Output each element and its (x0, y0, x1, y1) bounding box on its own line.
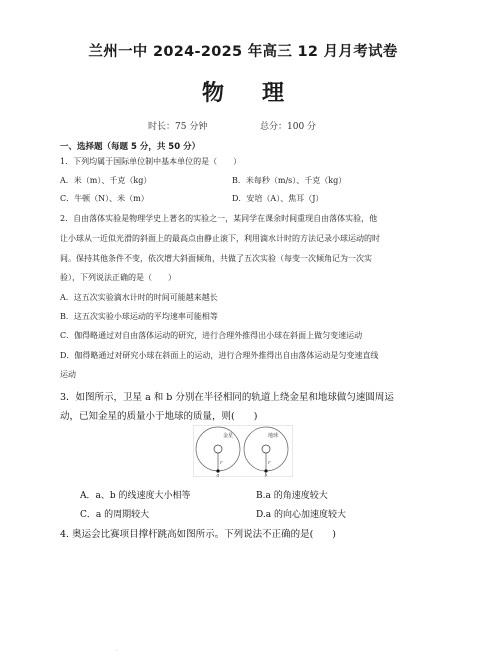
q1-stem: 1．下列均属于国际单位制中基本单位的是（ ） (60, 157, 242, 166)
q2-option-c: C．伽得略通过对自由落体运动的研究，进行合理外推得出小球在斜面上做匀变速运动 (60, 331, 363, 340)
exam-total-score: 总分：100 分 (260, 122, 317, 132)
satellite-b (264, 469, 267, 472)
exam-title: 兰州一中 2024-2025 年高三 12 月月考试卷 (88, 44, 398, 60)
q2-stem-line-3: 间。保持其他条件不变，依次增大斜面倾角，共做了五次实验（每变一次倾角记为一次实 (60, 254, 372, 263)
q3-option-d: D.a 的向心加速度较大 (256, 510, 346, 520)
q4-stem: 4. 奥运会比赛项目撑杆跳高如图所示。下列说法不正确的是( ) (60, 529, 336, 540)
satellite-b-label: b (264, 473, 268, 477)
q2-option-a: A．这五次实验滴水计时的时间可能越来越长 (60, 293, 218, 302)
q3-stem-line-2: 动，已知金星的质量小于地球的质量，则( ) (60, 411, 258, 422)
q1-option-c: C．牛顿（N）、米（m） (60, 194, 149, 203)
earth-r-label: r (268, 460, 271, 466)
satellite-a-label: a (216, 473, 220, 477)
venus-r-label: r (220, 460, 223, 466)
q1-option-d: D．安培（A）、焦耳（J） (232, 194, 324, 203)
venus-planet (214, 445, 222, 453)
venus-label: 金星 (223, 433, 234, 439)
q3-option-b: B.a 的角速度较大 (256, 491, 328, 501)
q2-option-d-line-2: 运动 (60, 370, 76, 379)
page-mark: · (116, 648, 118, 655)
q1-option-b: B．米每秒（m/s）、千克（kg） (232, 176, 347, 185)
subject-title: 物理 (201, 81, 322, 106)
earth-label: 地球 (268, 433, 279, 439)
q2-option-d-line-1: D．伽得略通过对研究小球在斜面上的运动，进行合理外推得出自由落体运动是匀变速直线 (60, 351, 379, 360)
q3-orbit-figure (193, 425, 293, 477)
q2-option-b: B．这五次实验小球运动的平均速率可能相等 (60, 312, 218, 321)
exam-duration: 时长：75 分钟 (148, 122, 208, 132)
q1-option-a: A．米（m）、千克（kg） (60, 176, 152, 185)
q3-option-a: A．a、b 的线速度大小相等 (80, 491, 191, 501)
q2-stem-line-2: 让小球从一近似光滑的斜面上的最高点由静止滚下，利用滴水计时的方法记录小球运动的时 (60, 234, 380, 243)
q2-stem-line-1: 2．自由落体实验是物理学史上著名的实验之一，某同学在课余时间重现自由落体实验，他 (60, 214, 378, 223)
q2-stem-line-4: 验），下列说法正确的是（ ） (60, 273, 176, 282)
satellite-a (216, 469, 219, 472)
q3-option-c: C．a 的周期较大 (80, 510, 150, 520)
section-heading: 一、选择题（每题 5 分，共 50 分） (60, 142, 201, 152)
earth-planet (262, 445, 270, 453)
q3-stem-line-1: 3．如图所示，卫星 a 和 b 分别在半径相同的轨道上绕金星和地球做匀速圆周运 (60, 392, 394, 403)
